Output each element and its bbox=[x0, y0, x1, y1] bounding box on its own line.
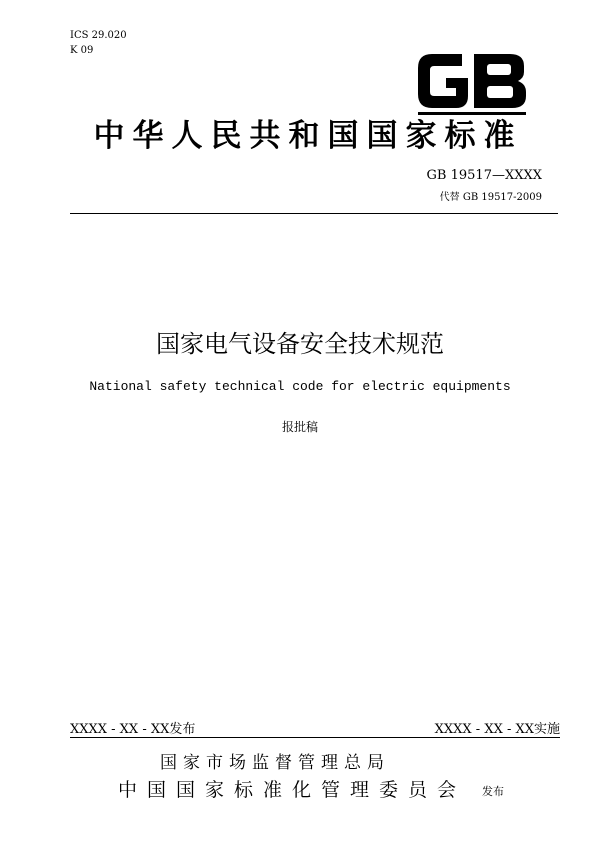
effective-date: XXXX - XX - XX实施 bbox=[434, 722, 560, 737]
footer-divider bbox=[70, 737, 560, 738]
issuing-org-1: 国家市场监督管理总局 bbox=[160, 753, 390, 773]
document-title-cn: 国家电气设备安全技术规范 bbox=[156, 330, 444, 358]
draft-status: 报批稿 bbox=[281, 420, 318, 434]
gb-logo-g bbox=[418, 54, 468, 108]
standard-number: GB 19517—XXXX bbox=[426, 168, 542, 183]
ics-code: ICS 29.020 bbox=[70, 30, 127, 41]
header-divider bbox=[70, 213, 558, 214]
gb-logo bbox=[412, 40, 532, 120]
document-title-en: National safety technical code for electric equipments bbox=[89, 379, 511, 394]
gb-logo-b bbox=[474, 54, 526, 108]
replaces-standard: 代替 GB 19517-2009 bbox=[439, 192, 542, 203]
publish-date: XXXX - XX - XX发布 bbox=[70, 722, 196, 737]
standard-title: 中华人民共和国国家标准 bbox=[93, 118, 523, 154]
issuing-org-2: 中国国家标准化管理委员会 bbox=[118, 779, 467, 801]
classification-code: K 09 bbox=[70, 45, 94, 56]
issue-label: 发布 bbox=[482, 785, 504, 798]
